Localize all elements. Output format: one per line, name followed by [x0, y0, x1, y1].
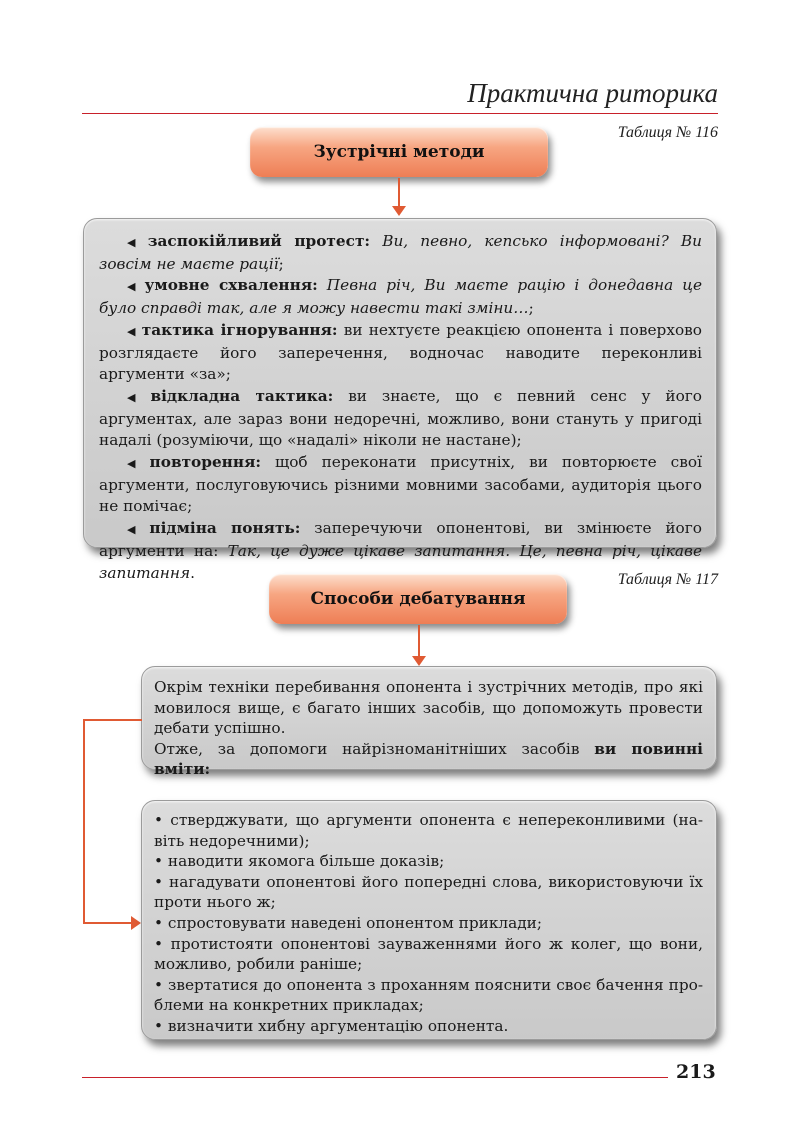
- method-term: повторення:: [149, 453, 262, 472]
- intro-text: Отже, за допомоги найрізноманітніших засобів: [154, 739, 580, 758]
- method-tail: .: [190, 563, 195, 582]
- skills-box: [141, 800, 717, 1040]
- method-term: тактика ігнорування:: [141, 320, 338, 339]
- list-item: проти нього ж;: [154, 893, 276, 912]
- method-item: [99, 231, 702, 275]
- method-example: Так, це дуже цікаве запитання. Це, певна річ, цікаве запитання: [99, 541, 702, 582]
- method-example: Певна річ, Ви маєте рацію і донедавна це було справді так, але я можу навести такі зміни…: [99, 276, 702, 318]
- list-item: • визначити хибну аргументацію опонента.: [154, 1016, 509, 1035]
- page-number: 213: [676, 1061, 716, 1083]
- methods-list: [99, 231, 702, 584]
- list-item: • нагадувати опонентові його попередні слова, використовуючи їх: [154, 872, 703, 891]
- method-text: ви знаєте, що є певний сенс у його аргументах, але зараз вони недоречні, можливо, вони стануть у пригоді надалі (розуміючи, що «надалі» ніколи не настане);: [99, 386, 703, 450]
- method-item: [99, 452, 702, 518]
- connector-line: [83, 719, 142, 721]
- triangle-left-icon: ◀: [127, 457, 145, 471]
- intro-box: [141, 666, 717, 778]
- list-item: • протистояти опонентові зауваженнями його ж колег, що вони,: [154, 934, 703, 953]
- list-item: • спростовувати наведені опонентом приклади;: [154, 913, 542, 932]
- list-item: можливо, робили раніше;: [154, 955, 363, 974]
- method-item: [99, 386, 702, 452]
- method-term: заспокійливий протест:: [147, 232, 371, 250]
- arrow-down-icon: [392, 206, 406, 217]
- method-term: умовне схвалення:: [144, 276, 318, 295]
- triangle-left-icon: ◀: [127, 280, 140, 294]
- method-example: Ви, певно, кепсько інформовані? Ви зовсім не маєте рації: [99, 232, 702, 273]
- connector-line: [418, 625, 420, 660]
- method-item: [99, 275, 702, 319]
- triangle-left-icon: ◀: [127, 236, 143, 249]
- section-title: Способи дебатування: [310, 589, 526, 609]
- method-item: [99, 320, 702, 386]
- method-text: ви нехтуєте реакцією опонента і поверхово розглядаєте його заперечення, водночас наводите переконливі аргументи «за»;: [99, 320, 702, 384]
- method-term: підміна понять:: [149, 519, 301, 538]
- running-title: Практична риторика: [467, 78, 718, 108]
- section-title-pill: [269, 574, 567, 624]
- list-item: • звертатися до опонента з проханням пояснити своє бачення про-: [154, 975, 703, 994]
- table-label-117: Таблиця № 117: [617, 571, 718, 588]
- triangle-left-icon: ◀: [127, 390, 146, 404]
- table-label-116: Таблиця № 116: [617, 124, 718, 141]
- connector-line: [83, 719, 85, 923]
- section-title-pill: [250, 127, 548, 177]
- intro-paragraph: [154, 739, 703, 780]
- method-tail: ;: [528, 299, 534, 318]
- connector-line: [83, 922, 133, 924]
- method-term: відкладна тактика:: [150, 386, 334, 405]
- intro-emphasis: ви повинні вміти:: [154, 739, 703, 778]
- list-item: блеми на конкретних прикладах;: [154, 996, 424, 1015]
- method-text: щоб переконати присутніх, ви повторюєте свої аргументи, послуговуючись різними мовними засобами, аудиторія цього не помічає;: [99, 453, 702, 516]
- footer-rule: [82, 1077, 668, 1078]
- intro-paragraph: Окрім техніки перебивання опонента і зустрічних методів, про які мовилося вище, є багато інших засобів, що допоможуть провести дебати успішно.: [154, 678, 703, 737]
- list-item: • стверджувати, що аргументи опонента є непереконливими (на-: [154, 811, 703, 829]
- method-tail: ;: [278, 254, 284, 273]
- skills-list: [154, 810, 703, 1037]
- list-item: • наводити якомога більше доказів;: [154, 852, 445, 871]
- section-title: Зустрічні методи: [313, 142, 485, 162]
- header-rule: [82, 113, 718, 114]
- triangle-left-icon: ◀: [127, 324, 137, 338]
- method-text: заперечуючи опонентові, ви змінюєте його аргументи на:: [99, 519, 702, 560]
- list-item: віть недоречними);: [154, 831, 310, 850]
- triangle-left-icon: ◀: [127, 523, 145, 537]
